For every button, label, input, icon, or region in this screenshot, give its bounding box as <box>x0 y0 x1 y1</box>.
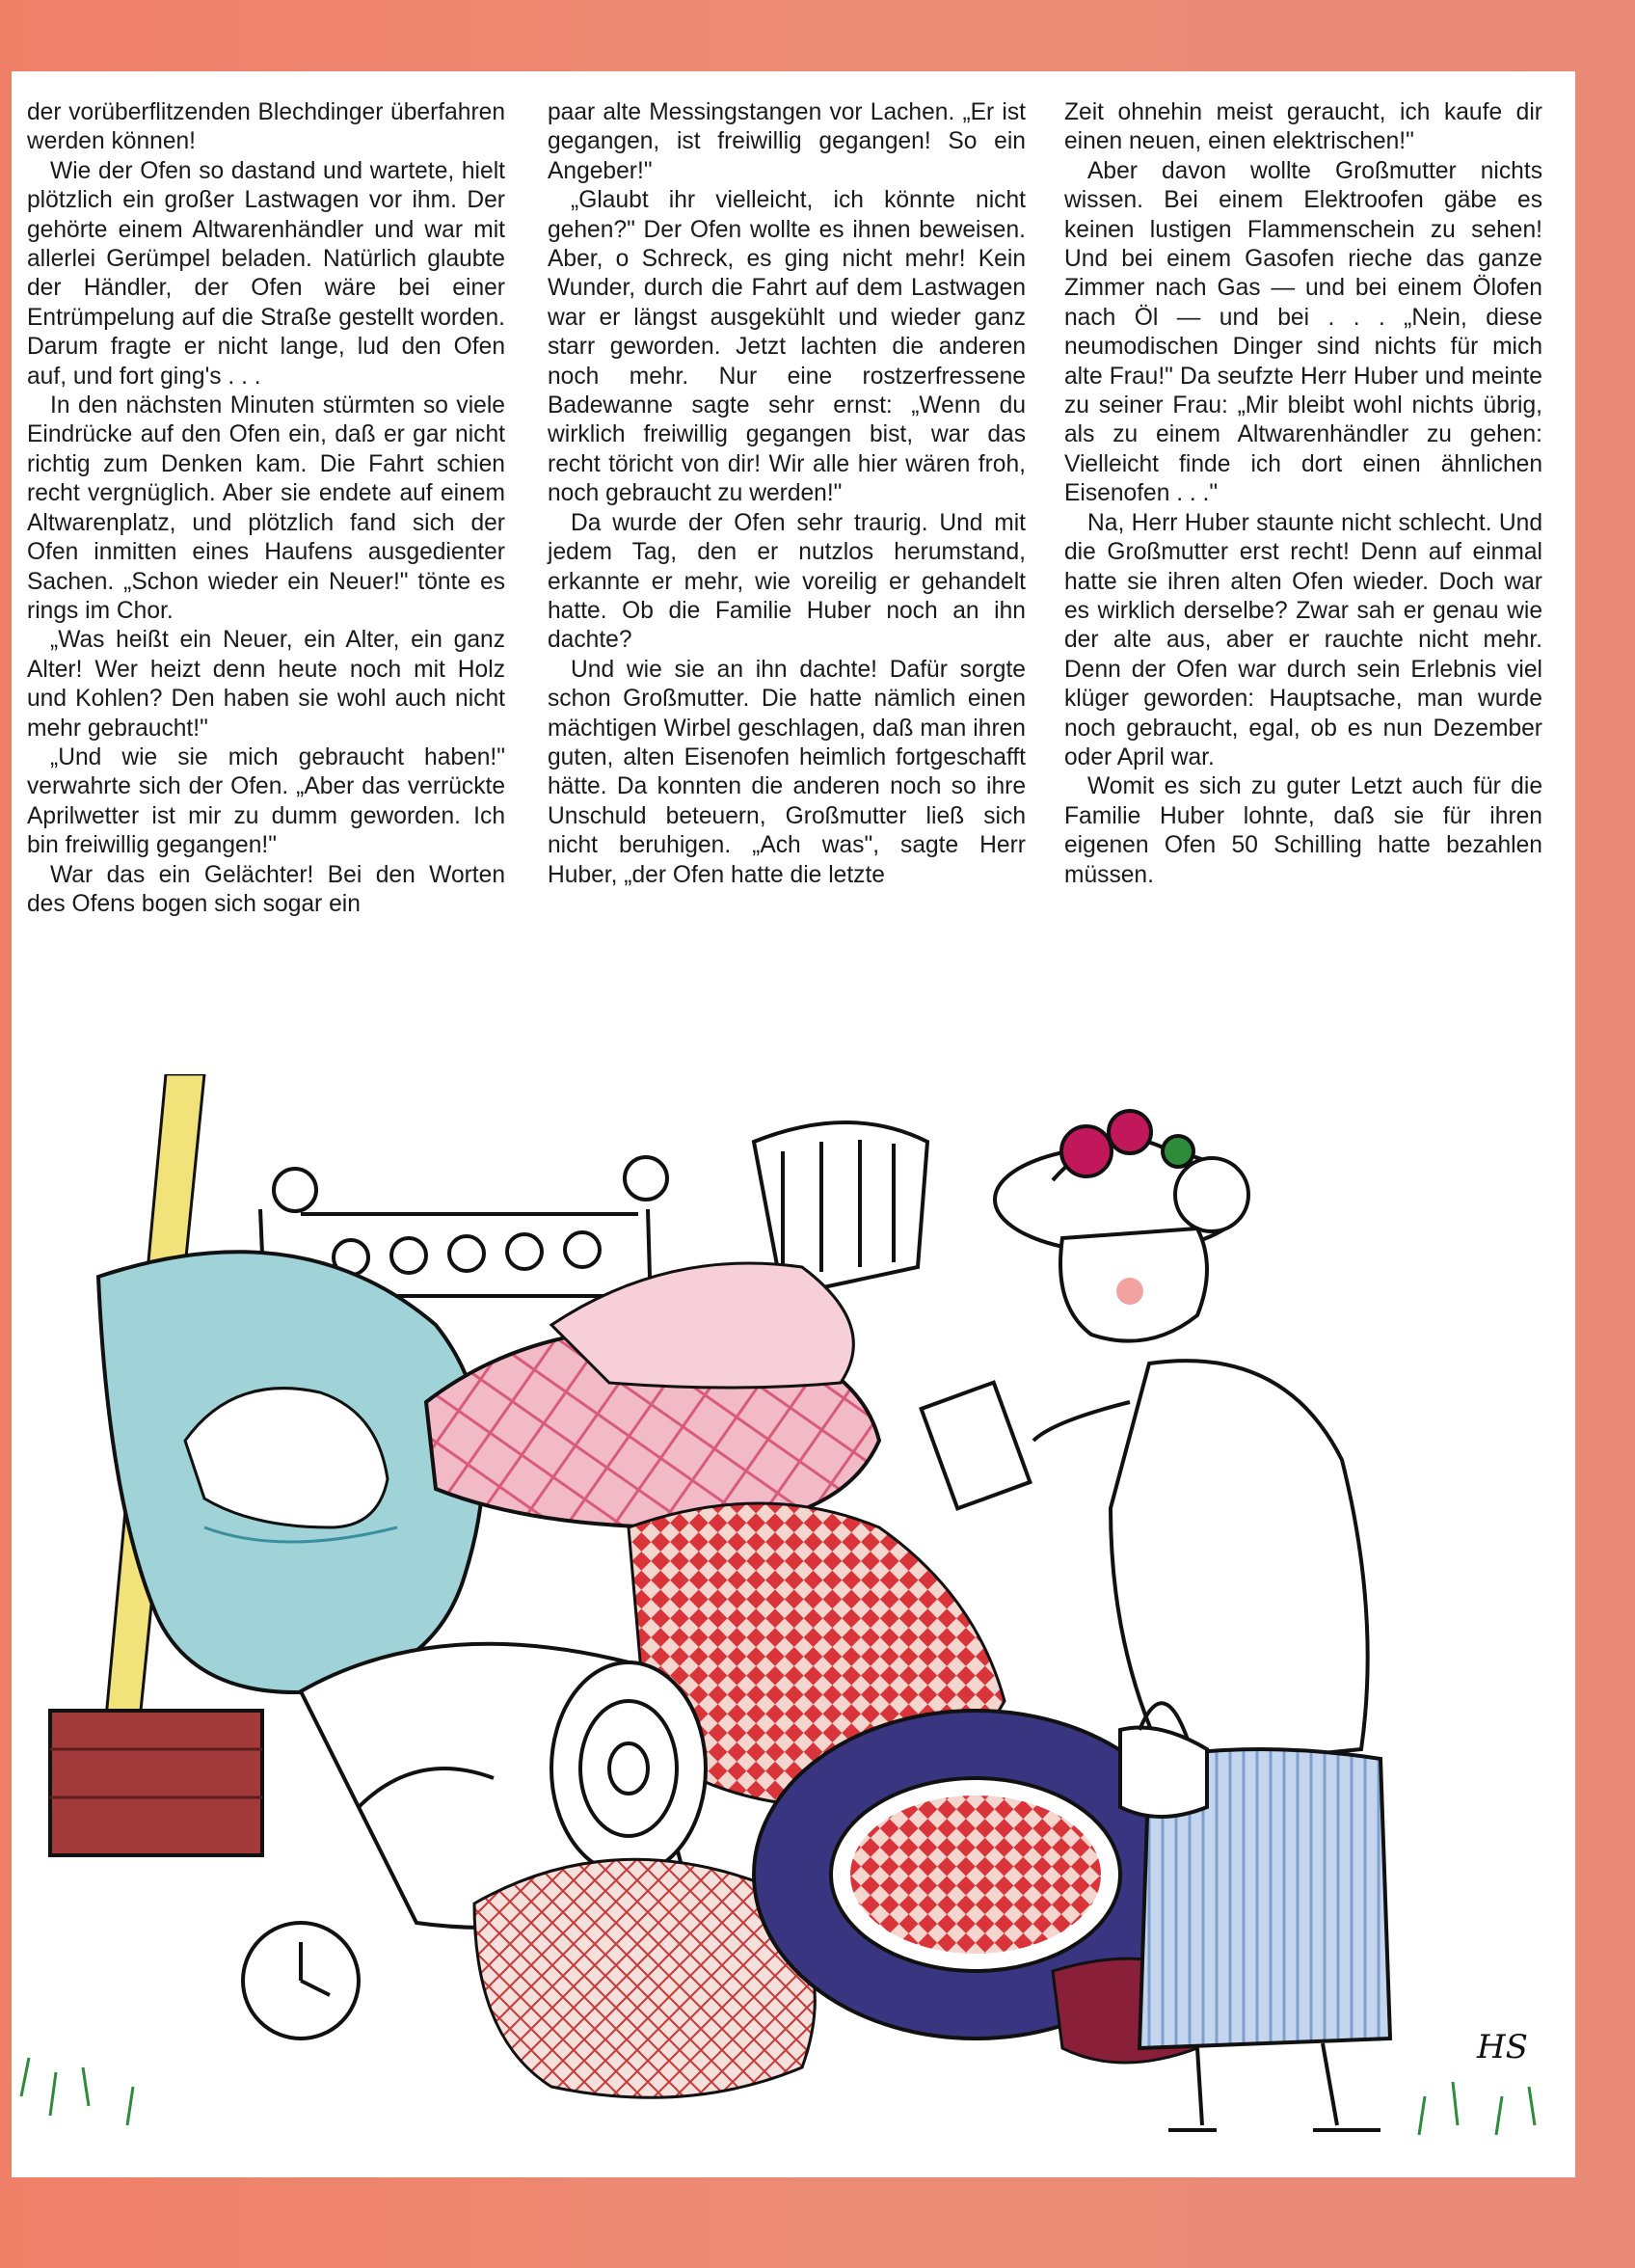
text-column-1 <box>27 98 505 919</box>
alarm-clock <box>243 1923 359 2038</box>
paragraph: Aber davon wollte Großmutter nichts wissen. Bei einem Elektroofen gäbe es keinen lustigen Flammenschein zu sehen! Und bei einem Gasofen rieche das ganze Zimmer nach Gas — und bei einem Ölofen nach Öl — und bei . . . „Nein, diese neumodischen Dinger sind nichts für mich alte Frau!" Da seufzte Herr Huber und meinte zu seiner Frau: „Mir bleibt wohl nichts übrig, als zu einem Altwarenhändler zu gehen: Vielleicht finde ich dort einen ähnlichen Eisenofen . . ." <box>1064 157 1542 507</box>
pink-cushion-top <box>551 1263 853 1388</box>
wooden-crate <box>50 1711 262 1855</box>
paragraph: Na, Herr Huber staunte nicht schlecht. Und die Großmutter erst recht! Denn auf einmal hatte sie ihren alten Ofen wieder. Doch war es wirklich derselbe? Zwar sah er genau wie der alte aus, aber er rauchte nicht mehr. Denn der Ofen war durch sein Erlebnis viel klüger geworden: Hauptsache, man wurde noch gebraucht, egal, ob es nun Dezember oder April war. <box>1064 509 1542 770</box>
artist-signature: HS <box>1477 2028 1528 2066</box>
paragraph: paar alte Messingstangen vor Lachen. „Er ist gegangen, ist freiwillig gegangen! So ein Angeber!" <box>548 99 1026 184</box>
page-sheet <box>12 71 1575 2177</box>
paragraph: „Und wie sie mich gebraucht haben!" verwahrte sich der Ofen. „Aber das verrückte Aprilwetter ist mir zu dumm geworden. Ich bin freiwillig gegangen!" <box>27 743 505 859</box>
text-column-2 <box>548 98 1026 890</box>
junk-pile-illustration <box>12 1074 1575 2177</box>
paragraph: Da wurde der Ofen sehr traurig. Und mit jedem Tag, den er nutzlos herumstand, erkannte er mehr, wie voreilig er gehandelt hatte. Ob die Familie Huber noch an ihn dachte? <box>548 509 1026 654</box>
paragraph: „Was heißt ein Neuer, ein Alter, ein ganz Alter! Wer heizt denn heute noch mit Holz und Kohlen? Den haben sie wohl auch nicht mehr gebraucht!" <box>27 627 505 742</box>
wicker-armchair <box>98 1252 483 1692</box>
paragraph: War das ein Gelächter! Bei den Worten des Ofens bogen sich sogar ein <box>27 861 505 917</box>
paragraph: Wie der Ofen so dastand und wartete, hielt plötzlich ein großer Lastwagen vor ihm. Der gehörte einem Altwarenhändler und war mit allerlei Gerümpel beladen. Natürlich glaubte der Händler, der Ofen wäre bei einer Entrümpelung auf die Straße gestellt worden. Darum fragte er nicht lange, lud den Ofen auf, und fort ging's . . . <box>27 157 505 390</box>
paragraph: Und wie sie an ihn dachte! Dafür sorgte schon Großmutter. Die hatte nämlich einen mächtigen Wirbel geschlagen, daß man ihren guten, alten Eisenofen heimlich fortgeschafft hätte. Da konnten die anderen noch so ihre Unschuld beteuern, Großmutter ließ sich nicht beruhigen. „Ach was", sagte Herr Huber, „der Ofen hatte die letzte <box>548 656 1026 888</box>
paragraph: In den nächsten Minuten stürmten so viele Eindrücke auf den Ofen ein, daß er gar nicht richtig zum Denken kam. Die Fahrt schien recht vergnüglich. Aber sie endete auf einem Altwarenplatz, und plötzlich fand sich der Ofen inmitten eines Haufens ausgedienter Sachen. „Schon wieder ein Neuer!" tönte es rings im Chor. <box>27 392 505 624</box>
story-text <box>27 98 1560 1072</box>
text-column-3 <box>1064 98 1542 890</box>
paragraph: Zeit ohnehin meist geraucht, ich kaufe dir einen neuen, einen elektrischen!" <box>1064 99 1542 155</box>
paragraph: „Glaubt ihr vielleicht, ich könnte nicht gehen?" Der Ofen wollte es ihnen beweisen. Aber, o Schreck, es ging nicht mehr! Kein Wunder, durch die Fahrt auf dem Lastwagen war er längst ausgekühlt und wieder ganz starr geworden. Jetzt lachten die anderen noch mehr. Nur eine rostzerfressene Badewanne sagte sehr ernst: „Wenn du wirklich freiwillig gegangen bist, war das recht töricht von dir! Wir alle hier wären froh, noch gebraucht zu werden!" <box>548 187 1026 507</box>
paragraph: der vorüberflitzenden Blechdinger überfahren werden können! <box>27 99 505 155</box>
paragraph: Womit es sich zu guter Letzt auch für die Familie Huber lohnte, daß sie für ihren eigenen Ofen 50 Schilling hatte bezahlen müssen. <box>1064 773 1542 888</box>
